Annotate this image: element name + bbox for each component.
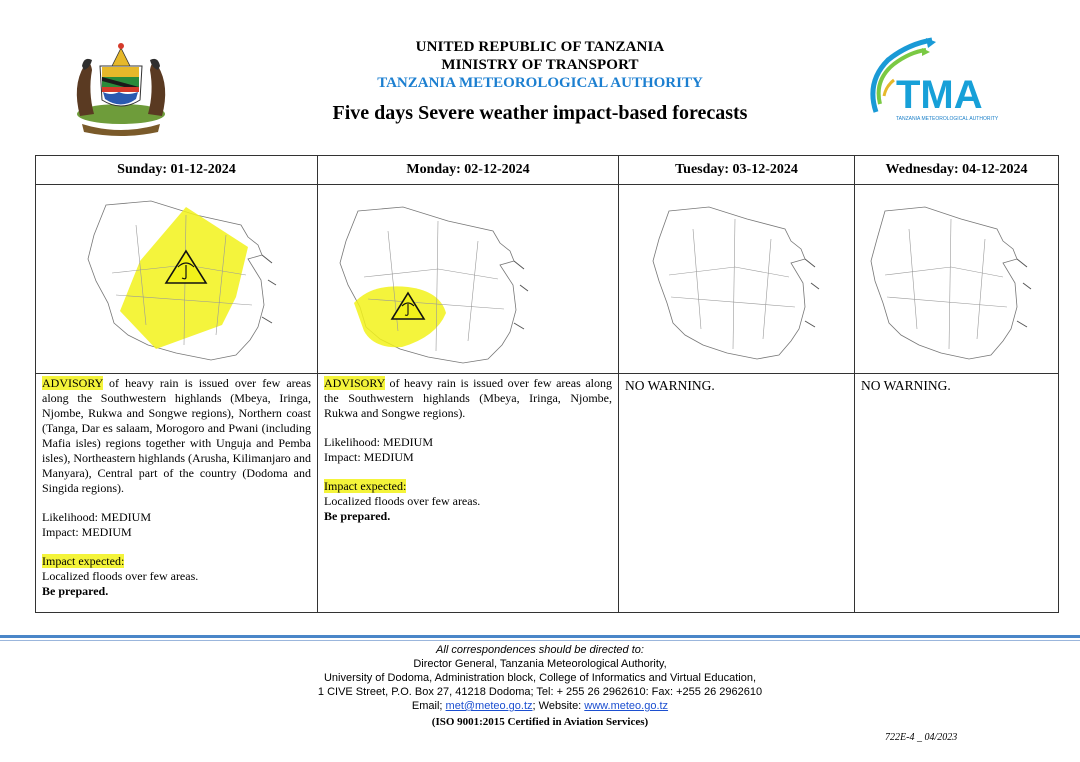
impact-expected-tag: Impact expected: [324,479,407,493]
impact-expected-text: Localized floods over few areas. [42,569,199,583]
footer-contacts: 1 CIVE Street, P.O. Box 27, 41218 Dodoma; Tel: + 255 26 2962610: Fax: +255 26 2962610 [317,686,763,698]
forecast-table [35,155,1059,613]
map-cell-monday [318,185,619,374]
day-header-wednesday: Wednesday: 04-12-2024 [855,156,1059,185]
website-label: ; Website: [532,700,585,712]
map-cell-tuesday [619,185,855,374]
header-text [270,38,810,125]
advisory-tag: ADVISORY [42,376,103,390]
forecast-text-tuesday [619,374,855,613]
advisory-text: of heavy rain is issued over few areas along the Southwestern highlands (Mbeya, Iringa, Njombe, Rukwa and Songwe regions). [324,376,612,420]
map-cell-sunday [36,185,318,374]
document-code: 722E-4 _ 04/2023 [885,732,958,743]
document-header [0,0,1080,150]
forecast-header-row [36,156,1059,185]
advisory-paragraph [42,376,311,496]
page-title: Five days Severe weather impact-based forecasts [332,102,748,124]
impact-expected-tag: Impact expected: [42,554,125,568]
be-prepared-text: Be prepared. [324,509,391,523]
email-label: Email; [411,700,446,712]
be-prepared-text: Be prepared. [42,584,109,598]
document-footer [200,643,880,713]
impact-text: Impact: MEDIUM [42,525,132,539]
footer-intro: All correspondences should be directed to: [436,644,644,656]
iso-certification: (ISO 9001:2015 Certified in Aviation Services) [431,716,649,728]
website-link[interactable]: www.meteo.go.tz [584,700,669,712]
forecast-text-row [36,374,1059,613]
advisory-text: of heavy rain is issued over few areas along the Southwestern highlands (Mbeya, Iringa, Njombe, Rukwa and Songwe regions), Northern coast (Tanga, Dar es salaam, Morogoro and Pwani (including Mafia isles) regions together with Unguja and Pemba isles), Northeastern highlands (Arusha, Kilimanjaro and Manyara), Central part of the country (Dodoma and Singida regions). [42,376,311,495]
forecast-text-sunday [36,374,318,613]
day-header-sunday: Sunday: 01-12-2024 [36,156,318,185]
tanzania-map-sunday [36,185,318,373]
forecast-text-monday [318,374,619,613]
header-line-authority: TANZANIA METEOROLOGICAL AUTHORITY [377,75,703,91]
email-link[interactable]: met@meteo.go.tz [445,700,533,712]
forecast-map-row [36,185,1059,374]
tma-logo-text: TMA [896,73,983,117]
tanzania-map-monday [318,185,619,373]
likelihood-text: Likelihood: MEDIUM [42,510,151,524]
coat-of-arms-logo [62,36,180,136]
footer-recipient: Director General, Tanzania Meteorological Authority, [413,658,667,670]
header-line-ministry: MINISTRY OF TRANSPORT [441,57,639,73]
tma-logo [862,34,1012,134]
map-cell-wednesday [855,185,1059,374]
day-header-tuesday: Tuesday: 03-12-2024 [619,156,855,185]
no-warning-text: NO WARNING. [625,378,715,393]
footer-links [200,699,880,713]
advisory-tag: ADVISORY [324,376,385,390]
footer-address: University of Dodoma, Administration block, College of Informatics and Virtual Education, [323,672,757,684]
footer-divider-thin [0,640,1080,641]
forecast-text-wednesday [855,374,1059,613]
day-header-monday: Monday: 02-12-2024 [318,156,619,185]
footer-divider [0,635,1080,638]
impact-expected-text: Localized floods over few areas. [324,494,481,508]
no-warning-text: NO WARNING. [861,378,951,393]
tanzania-map-wednesday [855,185,1059,373]
tanzania-map-tuesday [619,185,855,373]
header-line-republic: UNITED REPUBLIC OF TANZANIA [415,39,665,55]
tma-logo-subtitle: TANZANIA METEOROLOGICAL AUTHORITY [896,116,999,122]
impact-text: Impact: MEDIUM [324,450,414,464]
advisory-paragraph [324,376,612,421]
likelihood-text: Likelihood: MEDIUM [324,435,433,449]
